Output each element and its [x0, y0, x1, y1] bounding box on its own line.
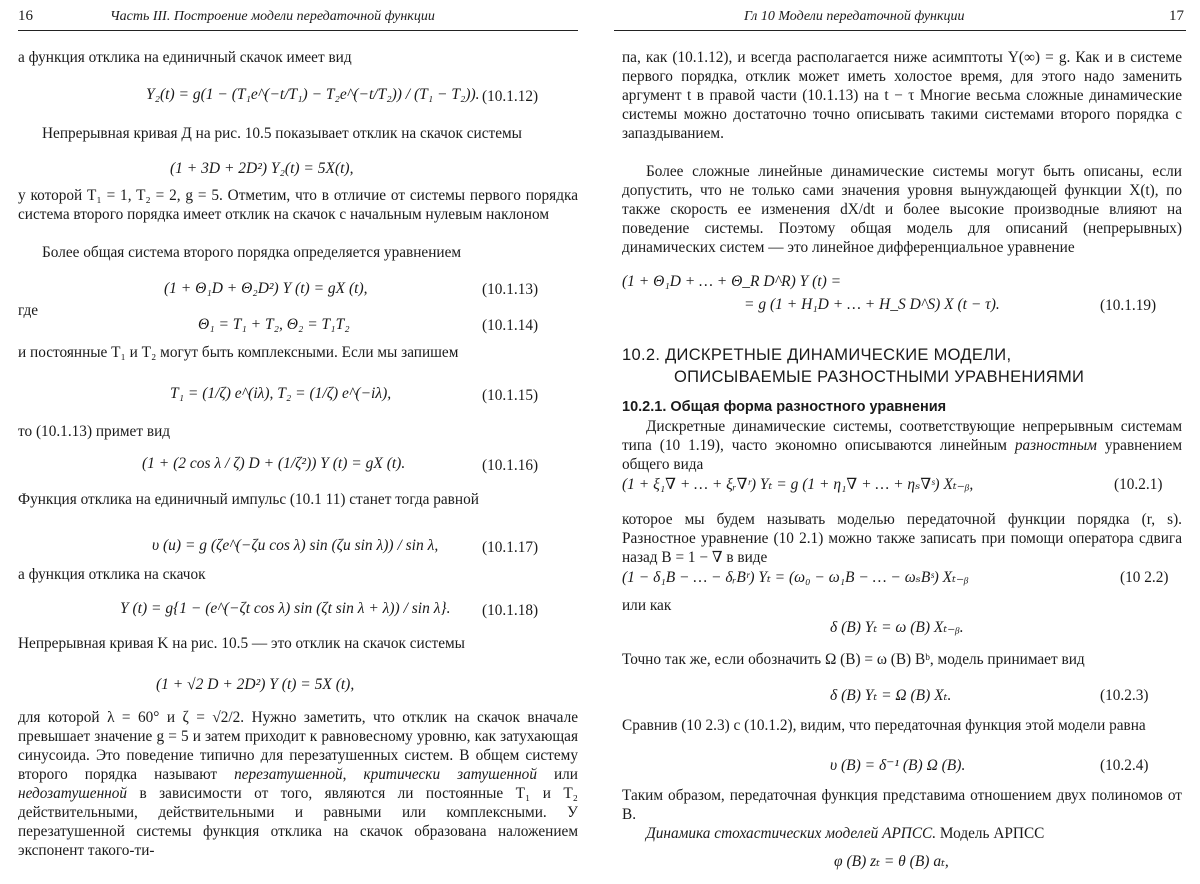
- left-paragraph-10-sep-2: или: [536, 766, 578, 783]
- left-paragraph-8: а функция отклика на скачок: [18, 566, 206, 583]
- left-paragraph-10-sep-1: ,: [342, 766, 364, 783]
- equation-10-1-19-line-1: (1 + Θ₁D + … + Θ_R D^R) Y (t) =: [622, 273, 842, 290]
- left-page-header: [18, 4, 578, 31]
- left-page: [0, 0, 596, 884]
- equation-number-10-1-19: (10.1.19): [1100, 297, 1157, 314]
- where-label: где: [18, 302, 39, 319]
- subsection-heading: 10.2.1. Общая форма разностного уравнения: [622, 399, 947, 415]
- left-paragraph-1: а функция отклика на единичный скачок имеет вид: [18, 49, 352, 66]
- equation-number-10-2-1: (10.2.1): [1114, 476, 1163, 493]
- left-paragraph-2: Непрерывная кривая Д на рис. 10.5 показывает отклик на скачок системы: [42, 125, 522, 142]
- left-paragraph-3: у которой T₁ = 1, T₂ = 2, g = 5. Отметим, что в отличие от системы первого порядка система второго порядка имеет отклик на скачок с начальным нулевым наклоном: [18, 187, 578, 223]
- term-difference: разностным: [1014, 437, 1097, 454]
- or-as-label: или как: [622, 597, 672, 614]
- equation-10-1-14: Θ₁ = T₁ + T₂, Θ₂ = T₁T₂: [198, 316, 350, 333]
- equation-10-1-13: (1 + Θ₁D + Θ₂D²) Y (t) = gX (t),: [164, 280, 368, 297]
- equation-10-1-18: Y (t) = g{1 − (e^(−ζt cos λ) sin (ζt sin λ + λ)) / sin λ}.: [120, 600, 451, 617]
- equation-10-1-15: T₁ = (1/ζ) e^(iλ), T₂ = (1/ζ) e^(−iλ),: [170, 385, 392, 402]
- equation-number-10-2-4: (10.2.4): [1100, 757, 1149, 774]
- right-paragraph-4: которое мы будем называть моделью передаточной функции порядка (r, s). Разностное уравнение (10 2.1) можно также записать при помощи оператора сдвига назад B = 1 − ∇ в виде: [622, 511, 1182, 566]
- equation-10-1-12: Y₂(t) = g(1 − (T₁e^(−t/T₁) − T₂e^(−t/T₂)) / (T₁ − T₂)).: [146, 86, 480, 103]
- right-paragraph-3-part-b: уравнением общего вида: [622, 437, 1182, 473]
- right-paragraph-3: [622, 417, 1182, 474]
- left-paragraph-7: Функция отклика на единичный импульс (10.1 11) станет тогда равной: [18, 491, 479, 508]
- equation-arima: φ (B) zₜ = θ (B) aₜ,: [834, 853, 949, 870]
- equation-number-10-1-15: (10.1.15): [482, 387, 539, 404]
- term-critically-damped: критически затушенной: [363, 766, 537, 783]
- left-paragraph-10: [18, 708, 578, 860]
- left-paragraph-4: Более общая система второго порядка определяется уравнением: [42, 244, 462, 261]
- right-page-header: [614, 4, 1186, 31]
- left-paragraph-10-part-a: для которой λ = 60° и ζ = √2/2. Нужно заметить, что отклик на скачок вначале превышает значение g = 5 и затем приходит к равновесному уровню, как затухающая синусоида. Это поведение типично для перезатушенных систем. В общем систему второго порядка называют: [18, 709, 578, 783]
- equation-10-2-4: υ (B) = δ⁻¹ (B) Ω (B).: [830, 757, 966, 774]
- equation-number-10-1-18: (10.1.18): [482, 602, 539, 619]
- equation-system-1: (1 + 3D + 2D²) Y₂(t) = 5X(t),: [170, 160, 354, 177]
- left-paragraph-9: Непрерывная кривая K на рис. 10.5 — это отклик на скачок системы: [18, 635, 465, 652]
- left-paragraph-5: и постоянные T₁ и T₂ могут быть комплексными. Если мы запишем: [18, 344, 459, 361]
- equation-number-10-1-17: (10.1.17): [482, 539, 539, 556]
- right-page-number: 17: [1169, 8, 1184, 24]
- equation-10-1-19-line-2: = g (1 + H₁D + … + H_S D^S) X (t − τ).: [744, 296, 1000, 313]
- term-overdamped: перезатушенной: [234, 766, 343, 783]
- right-paragraph-6: Сравнив (10 2.3) с (10.1.2), видим, что передаточная функция этой модели равна: [622, 717, 1146, 734]
- equation-10-2-1: (1 + ξ₁∇ + … + ξᵣ∇ʳ) Yₜ = g (1 + η₁∇ + … + ηₛ∇ˢ) Xₜ₋ᵦ,: [622, 476, 974, 493]
- right-paragraph-1: па, как (10.1.12), и всегда располагается ниже асимптоты Y(∞) = g. Как и в системе первого порядка, отклик может иметь холостое время, для этого надо заменить аргумент t в правой части (10.1.13) на t − τ Многие весьма сложные динамические системы можно достаточно точно описывать такими системами второго порядка с запаздыванием.: [622, 49, 1182, 142]
- left-running-title: Часть III. Построение модели передаточной функции: [110, 9, 435, 24]
- left-paragraph-6: то (10.1.13) примет вид: [18, 423, 171, 440]
- equation-number-10-1-13: (10.1.13): [482, 281, 539, 298]
- right-paragraph-7: Таким образом, передаточная функция представима отношением двух полиномов от B.: [622, 787, 1182, 823]
- equation-number-10-2-3: (10.2.3): [1100, 687, 1149, 704]
- equation-number-10-1-14: (10.1.14): [482, 317, 539, 334]
- equation-10-1-16: (1 + (2 cos λ / ζ) D + (1/ζ²)) Y (t) = gX (t).: [142, 455, 406, 472]
- right-running-title: Гл 10 Модели передаточной функции: [744, 9, 965, 24]
- equation-10-1-17: υ (u) = g (ζe^(−ζu cos λ) sin (ζu sin λ)) / sin λ,: [152, 537, 439, 554]
- right-page: [604, 0, 1200, 884]
- left-paragraph-10-part-d: в зависимости от того, являются ли постоянные T₁ и T₂ действительными, действительными и равными или комплексными. У перезатушенной системы функция отклика на скачок образована наложением экспонент такого-ти-: [18, 785, 578, 859]
- equation-number-10-1-12: (10.1.12): [482, 88, 539, 105]
- right-paragraph-3-part-a: Дискретные динамические системы, соответствующие непрерывным системам типа (10 1.19), часто экономно описываются линейным: [622, 418, 1182, 454]
- equation-number-10-1-16: (10.1.16): [482, 457, 539, 474]
- right-paragraph-8: [622, 824, 1182, 843]
- equation-10-2-3: δ (B) Yₜ = Ω (B) Xₜ.: [830, 687, 952, 704]
- right-paragraph-5: Точно так же, если обозначить Ω (B) = ω (B) Bᵇ, модель принимает вид: [622, 651, 1085, 668]
- equation-system-2: (1 + √2 D + 2D²) Y (t) = 5X (t),: [156, 676, 355, 693]
- section-heading-line-2: ОПИСЫВАЕМЫЕ РАЗНОСТНЫМИ УРАВНЕНИЯМИ: [674, 368, 1085, 386]
- subheading-arima-dynamics: Динамика стохастических моделей АРПСС.: [646, 825, 937, 842]
- right-paragraph-8-rest: Модель АРПСС: [936, 825, 1045, 842]
- term-underdamped: недозатушенной: [18, 785, 128, 802]
- equation-10-2-2: (1 − δ₁B − … − δᵣBʳ) Yₜ = (ω₀ − ω₁B − … − ωₛBˢ) Xₜ₋ᵦ: [622, 569, 969, 586]
- section-heading-line-1: 10.2. ДИСКРЕТНЫЕ ДИНАМИЧЕСКИЕ МОДЕЛИ,: [622, 346, 1012, 364]
- equation-short-form: δ (B) Yₜ = ω (B) Xₜ₋ᵦ.: [830, 619, 964, 636]
- equation-number-10-2-2: (10 2.2): [1120, 569, 1169, 586]
- left-page-number: 16: [18, 8, 33, 24]
- right-paragraph-2: Более сложные линейные динамические системы могут быть описаны, если допустить, что не только сами значения уровня вынуждающей функции X(t), по также скорость ее изменения dX/dt и более высокие производные влияют на поведение системы. Поэтому общая модель для описаний (непрерывных) динамических систем — это линейное дифференциальное уравнение: [622, 163, 1182, 256]
